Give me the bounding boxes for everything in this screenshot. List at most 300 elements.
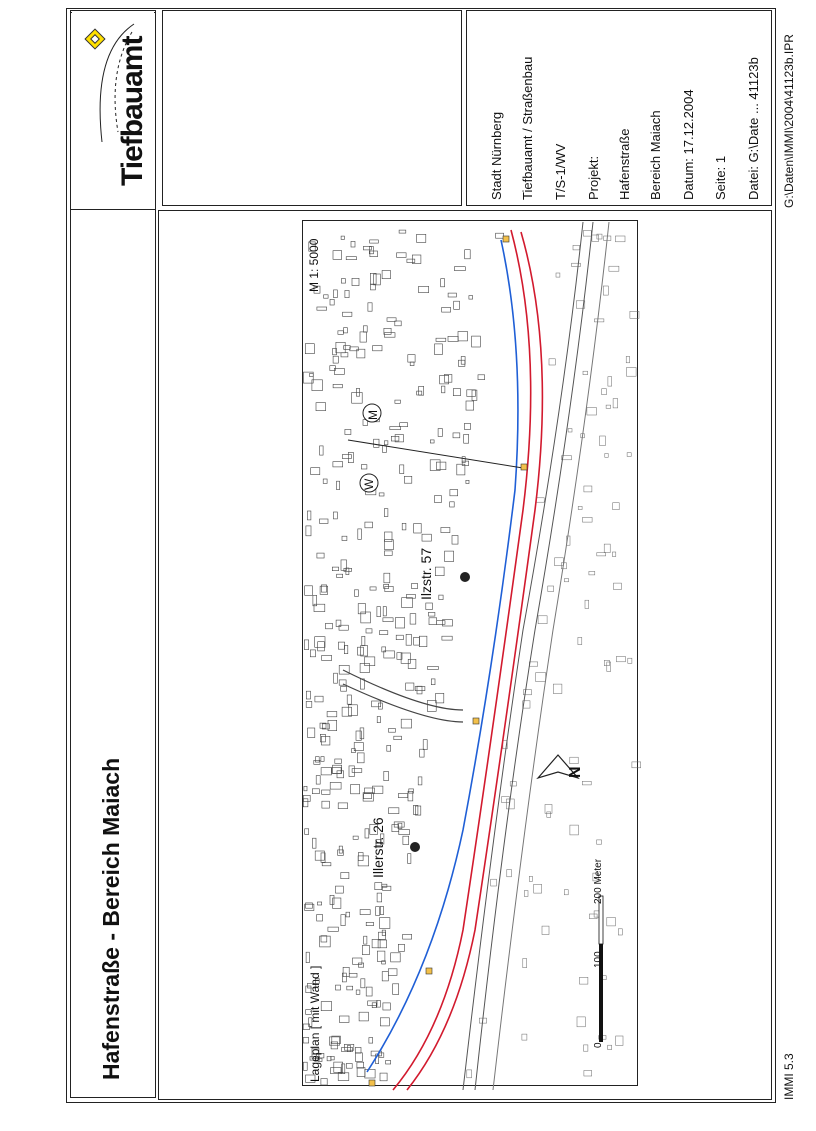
- building-outline: [337, 574, 343, 577]
- building-outline: [384, 573, 390, 583]
- building-outline: [347, 695, 351, 704]
- building-outline: [435, 496, 442, 503]
- building-outline: [382, 271, 390, 279]
- building-outline: [380, 1018, 389, 1026]
- document-title: Hafenstraße - Bereich Maiach: [98, 757, 124, 1080]
- info-line-6: Bereich Maiach: [648, 110, 663, 200]
- building-outline: [373, 346, 382, 351]
- building-outline: [452, 536, 458, 545]
- building-outline: [454, 267, 465, 271]
- building-outline: [465, 423, 471, 429]
- building-outline: [320, 734, 325, 742]
- building-outline: [400, 423, 408, 427]
- building-outline: [341, 353, 348, 357]
- info-line-4: Projekt:: [586, 155, 601, 200]
- building-outline: [398, 944, 404, 951]
- building-outline: [303, 1062, 307, 1070]
- building-outline: [376, 907, 380, 916]
- building-outline: [346, 257, 356, 260]
- building-outline: [372, 701, 381, 707]
- building-outline: [351, 785, 360, 794]
- building-outline: [403, 836, 409, 844]
- building-outline: [370, 587, 376, 590]
- building-outline: [363, 246, 371, 250]
- building-outline: [402, 598, 413, 608]
- receiver-label-ilzstr: Ilzstr. 57: [418, 547, 434, 600]
- building-outline: [553, 684, 562, 693]
- building-outline: [380, 918, 390, 929]
- building-outline: [384, 771, 389, 780]
- building-outline: [378, 940, 387, 948]
- building-outline: [630, 311, 639, 318]
- building-outline: [396, 635, 403, 640]
- building-outline: [441, 279, 445, 287]
- building-outline: [398, 794, 407, 798]
- building-outline: [333, 356, 338, 363]
- map-label: Lageplan [ mit Wand ]: [308, 965, 322, 1082]
- building-outline: [304, 786, 307, 791]
- building-outline: [387, 745, 391, 751]
- building-outline: [336, 620, 341, 626]
- building-outline: [448, 293, 456, 297]
- building-outline: [445, 551, 454, 561]
- building-outline: [308, 728, 315, 738]
- building-outline: [404, 476, 411, 483]
- building-outline: [320, 446, 324, 455]
- building-outline: [401, 653, 410, 663]
- building-outline: [334, 673, 338, 683]
- building-outline: [615, 236, 625, 242]
- building-outline: [317, 902, 321, 905]
- building-outline: [604, 544, 610, 553]
- building-outline: [382, 972, 388, 981]
- building-outline: [339, 1016, 349, 1022]
- building-outline: [401, 719, 411, 728]
- building-outline: [375, 883, 382, 890]
- building-outline: [374, 274, 381, 285]
- building-outline: [366, 629, 372, 633]
- building-outline: [411, 584, 417, 589]
- building-outline: [408, 659, 416, 668]
- building-outline: [467, 390, 476, 397]
- building-outline: [450, 502, 455, 507]
- building-outline: [327, 1057, 331, 1061]
- building-outline: [315, 851, 324, 860]
- building-outline: [583, 371, 588, 375]
- building-outline: [374, 439, 379, 447]
- building-outline: [450, 490, 458, 496]
- building-outline: [364, 936, 367, 944]
- building-outline: [417, 234, 426, 242]
- building-outline: [333, 512, 337, 519]
- building-outline: [612, 552, 615, 557]
- building-outline: [536, 673, 546, 682]
- building-outline: [322, 790, 330, 794]
- building-outline: [377, 717, 380, 723]
- info-line-3: T/S-1/WV: [553, 143, 568, 200]
- building-outline: [321, 936, 327, 942]
- building-outline: [386, 1061, 391, 1065]
- building-outline: [324, 295, 329, 298]
- building-outline: [322, 801, 330, 808]
- building-outline: [312, 789, 319, 794]
- building-outline: [441, 528, 450, 533]
- building-outline: [341, 915, 345, 926]
- building-outline: [317, 553, 324, 558]
- building-outline: [419, 286, 429, 292]
- building-outline: [510, 782, 516, 786]
- building-outline: [399, 830, 410, 835]
- building-outline: [382, 930, 385, 935]
- building-outline: [395, 618, 404, 628]
- receiver-label-illerstr: Illerstr. 26: [370, 817, 386, 878]
- building-outline: [344, 346, 351, 350]
- building-outline: [377, 1000, 381, 1007]
- building-outline: [570, 757, 578, 764]
- building-outline: [608, 377, 612, 386]
- building-outline: [360, 728, 364, 739]
- building-outline: [529, 662, 537, 666]
- building-outline: [439, 595, 443, 600]
- building-outline: [395, 400, 401, 403]
- map-scale: M 1: 5000: [307, 238, 321, 292]
- building-outline: [383, 1003, 390, 1010]
- building-outline: [349, 766, 354, 777]
- building-outline: [347, 1046, 350, 1052]
- building-outline: [379, 493, 384, 496]
- building-outline: [389, 729, 396, 733]
- building-outline: [467, 1070, 472, 1078]
- building-outline: [430, 440, 434, 443]
- building-outline: [589, 914, 597, 919]
- building-outline: [345, 291, 349, 298]
- building-outline: [321, 1002, 332, 1011]
- building-outline: [420, 749, 424, 757]
- building-outline: [342, 536, 347, 540]
- building-outline: [307, 511, 311, 520]
- building-outline: [355, 590, 359, 597]
- building-outline: [419, 636, 427, 647]
- building-outline: [338, 331, 344, 335]
- building-outline: [430, 460, 440, 471]
- building-outline: [341, 236, 344, 239]
- building-outline: [337, 481, 340, 489]
- building-outline: [370, 240, 379, 243]
- building-outline: [453, 433, 460, 438]
- building-outline: [380, 1073, 387, 1081]
- building-outline: [418, 777, 422, 785]
- building-outline: [522, 1034, 527, 1040]
- building-outline: [318, 642, 325, 651]
- building-outline: [597, 840, 602, 844]
- building-outline: [410, 362, 414, 366]
- building-outline: [607, 918, 616, 926]
- building-outline: [365, 1069, 375, 1078]
- building-outline: [338, 803, 347, 809]
- building-outline: [316, 776, 320, 785]
- building-outline: [372, 939, 380, 947]
- building-outline: [383, 618, 393, 622]
- noise-wall: [367, 240, 518, 1072]
- building-outline: [529, 876, 532, 881]
- building-outline: [577, 1017, 585, 1027]
- info-line-8: Seite: 1: [713, 155, 728, 200]
- building-outline: [310, 650, 315, 657]
- building-outline: [428, 666, 439, 669]
- building-outline: [580, 977, 588, 984]
- building-outline: [436, 693, 444, 703]
- building-outline: [419, 386, 424, 395]
- building-outline: [572, 263, 581, 266]
- building-outline: [366, 987, 372, 996]
- building-outline: [331, 1056, 334, 1060]
- building-outline: [406, 683, 414, 690]
- building-outline: [466, 401, 474, 410]
- building-outline: [583, 231, 591, 237]
- building-outline: [345, 429, 351, 434]
- building-outline: [303, 799, 308, 807]
- building-outline: [342, 455, 351, 459]
- building-outline: [330, 782, 341, 789]
- building-outline: [436, 338, 446, 341]
- building-outline: [360, 332, 366, 342]
- building-outline: [594, 319, 604, 322]
- building-outline: [478, 375, 485, 380]
- road-line-2: [407, 232, 542, 1090]
- building-outline: [385, 586, 393, 591]
- building-outline: [353, 836, 358, 839]
- building-outline: [407, 259, 415, 262]
- file-path: G:\Daten\IMMI\2004\41123b.IPR: [782, 34, 796, 208]
- info-line-2: Tiefbauamt / Straßenbau: [520, 56, 535, 200]
- building-outline: [584, 1045, 588, 1051]
- building-outline: [365, 522, 373, 528]
- building-outline: [333, 384, 342, 388]
- building-outline: [352, 278, 359, 285]
- building-outline: [496, 233, 504, 238]
- software-label: IMMI 5.3: [782, 1053, 796, 1100]
- building-outline: [458, 332, 468, 341]
- building-outline: [584, 1071, 592, 1077]
- building-outline: [306, 952, 309, 963]
- building-outline: [384, 328, 391, 334]
- building-outline: [406, 634, 411, 645]
- building-outline: [457, 464, 465, 475]
- building-outline: [316, 403, 326, 411]
- building-outline: [305, 344, 314, 354]
- building-outline: [442, 307, 451, 312]
- building-outline: [507, 870, 512, 877]
- building-outline: [336, 985, 341, 990]
- building-outline: [385, 532, 393, 542]
- building-outline: [618, 929, 622, 935]
- building-outline: [429, 618, 437, 625]
- zone-m-label: M: [366, 410, 380, 420]
- logo-text: Tiefbauamt: [116, 36, 149, 186]
- info-line-5: Hafenstraße: [617, 128, 632, 200]
- building-outline: [339, 846, 342, 853]
- building-outline: [358, 963, 363, 967]
- building-outline: [330, 895, 334, 904]
- building-outline: [322, 656, 332, 661]
- building-outline: [627, 453, 631, 457]
- building-outline: [321, 757, 324, 762]
- building-outline: [334, 368, 344, 374]
- site-plan-map: [163, 210, 771, 1094]
- building-outline: [332, 567, 338, 571]
- building-outline: [342, 707, 352, 716]
- building-outline: [536, 498, 544, 502]
- building-outline: [370, 273, 376, 284]
- building-outline: [393, 984, 399, 995]
- scalebar-label-0: 0: [593, 1042, 604, 1048]
- building-outline: [564, 890, 568, 895]
- building-outline: [395, 321, 401, 326]
- north-label: N: [567, 766, 584, 778]
- building-outline: [454, 301, 460, 309]
- building-outline: [358, 529, 362, 539]
- building-outline: [317, 915, 323, 922]
- building-outline: [333, 251, 342, 260]
- building-outline: [377, 607, 381, 617]
- empty-box: [162, 10, 462, 206]
- building-outline: [428, 612, 435, 616]
- building-outline: [547, 812, 551, 817]
- building-outline: [394, 736, 402, 740]
- building-outline: [417, 391, 422, 395]
- building-outline: [383, 446, 387, 453]
- building-outline: [403, 934, 412, 939]
- building-outline: [400, 465, 404, 474]
- building-outline: [391, 953, 401, 962]
- building-outline: [327, 712, 337, 717]
- building-outline: [371, 285, 376, 290]
- building-outline: [491, 879, 497, 886]
- building-outline: [380, 907, 383, 915]
- building-outline: [313, 838, 317, 848]
- building-outline: [338, 642, 344, 649]
- building-outline: [538, 616, 547, 624]
- building-outline: [523, 959, 527, 968]
- building-outline: [584, 486, 592, 492]
- building-outline: [339, 625, 348, 630]
- building-outline: [361, 979, 365, 988]
- building-outline: [352, 393, 363, 404]
- building-outline: [306, 701, 312, 707]
- building-outline: [365, 829, 369, 838]
- building-outline: [592, 235, 599, 241]
- building-outline: [359, 1012, 368, 1021]
- building-outline: [556, 273, 560, 277]
- building-outline: [607, 662, 611, 671]
- building-outline: [626, 356, 629, 362]
- building-outline: [390, 427, 401, 430]
- building-outline: [346, 1064, 352, 1069]
- building-outline: [448, 336, 458, 341]
- building-outline: [442, 386, 445, 393]
- building-outline: [304, 640, 308, 650]
- building-outline: [337, 771, 344, 778]
- building-outline: [384, 509, 388, 517]
- building-outline: [379, 631, 387, 635]
- building-outline: [358, 856, 369, 866]
- building-outline: [423, 740, 427, 750]
- building-outline: [408, 355, 415, 362]
- building-outline: [578, 506, 582, 509]
- building-outline: [349, 973, 357, 977]
- building-outline: [306, 903, 313, 908]
- building-outline: [356, 990, 360, 994]
- building-outline: [472, 336, 481, 347]
- building-outline: [303, 795, 310, 801]
- building-outline: [351, 241, 355, 247]
- building-outline: [344, 328, 348, 333]
- building-outline: [362, 945, 369, 954]
- building-outline: [334, 290, 338, 298]
- building-outline: [568, 429, 572, 432]
- scalebar-label-200: 200 Meter: [593, 858, 604, 904]
- building-outline: [548, 586, 554, 592]
- building-outline: [384, 551, 392, 556]
- building-outline: [597, 553, 606, 556]
- building-outline: [366, 922, 373, 925]
- building-outline: [369, 1038, 373, 1044]
- building-outline: [335, 759, 342, 763]
- building-outline: [613, 503, 620, 510]
- building-outline: [437, 621, 445, 625]
- building-outline: [362, 636, 365, 645]
- building-outline: [438, 429, 442, 437]
- building-outline: [343, 312, 352, 316]
- building-outline: [564, 579, 568, 582]
- building-outline: [317, 307, 327, 310]
- building-outline: [384, 333, 395, 338]
- building-outline: [305, 829, 309, 835]
- building-outline: [573, 245, 580, 250]
- building-outline: [502, 797, 510, 803]
- receiver-point-ilzstr: [460, 572, 470, 582]
- building-outline: [600, 436, 606, 446]
- building-outline: [408, 854, 411, 864]
- building-outline: [377, 951, 385, 961]
- building-outline: [341, 686, 347, 691]
- building-outline: [336, 886, 344, 893]
- building-outline: [606, 405, 611, 408]
- building-outline: [357, 1068, 365, 1077]
- building-outline: [389, 808, 399, 814]
- building-outline: [628, 658, 632, 663]
- building-outline: [348, 705, 357, 716]
- building-outline: [306, 526, 311, 536]
- building-outline: [378, 703, 382, 709]
- building-outline: [524, 891, 528, 897]
- building-outline: [347, 986, 353, 990]
- building-outline: [583, 517, 593, 522]
- building-outline: [582, 781, 591, 785]
- building-outline: [328, 927, 339, 931]
- building-outline: [341, 873, 349, 879]
- building-outline: [344, 568, 352, 571]
- building-outline: [410, 614, 416, 624]
- building-outline: [462, 457, 465, 463]
- building-outline: [357, 1062, 364, 1068]
- building-outline: [360, 910, 370, 915]
- building-outline: [363, 326, 367, 332]
- building-outline: [330, 299, 334, 305]
- building-outline: [358, 853, 363, 861]
- building-outline: [383, 607, 386, 616]
- building-outline: [608, 1045, 612, 1049]
